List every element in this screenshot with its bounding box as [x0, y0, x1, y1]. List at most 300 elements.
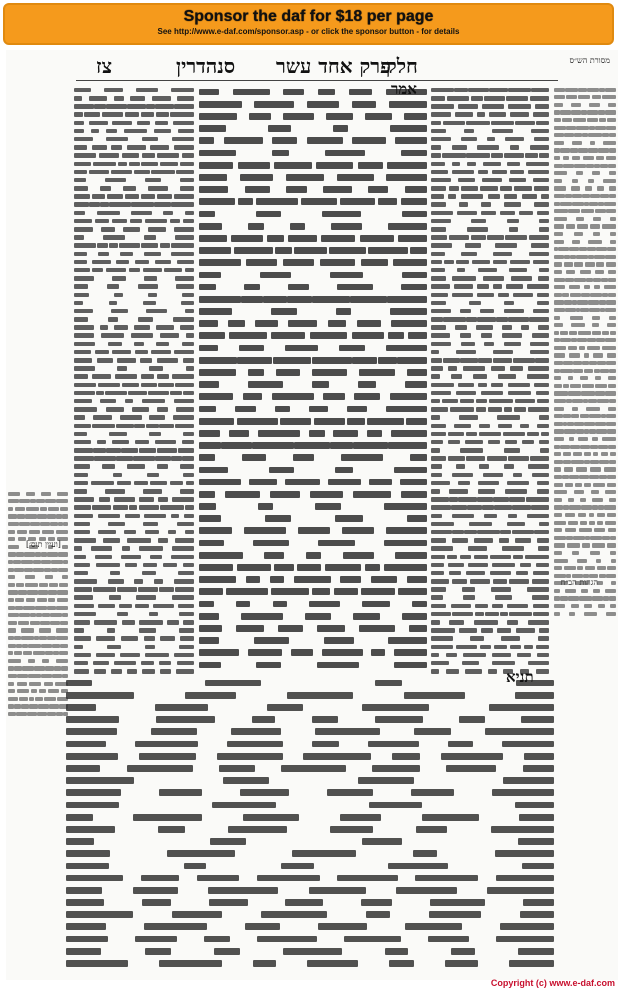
word-block: [184, 514, 194, 519]
word-block: [481, 333, 492, 338]
word-block: [479, 424, 490, 429]
word-block: [571, 414, 579, 418]
word-block: [358, 381, 375, 388]
word-block: [159, 789, 201, 796]
word-block: [554, 262, 562, 266]
word-block: [134, 325, 150, 330]
word-block: [74, 317, 88, 322]
word-block: [182, 440, 194, 445]
word-block: [74, 293, 89, 298]
word-block: [334, 588, 359, 595]
word-block: [56, 628, 68, 632]
word-block: [357, 320, 381, 327]
word-block: [500, 530, 511, 535]
word-block: [93, 587, 116, 592]
word-block: [458, 497, 477, 502]
word-block: [431, 350, 439, 355]
text-line: [74, 233, 194, 241]
word-block: [323, 393, 344, 400]
word-block: [42, 613, 50, 617]
word-block: [173, 121, 194, 126]
word-block: [210, 838, 246, 845]
text-line: [199, 464, 427, 476]
text-line: [8, 551, 68, 559]
word-block: [518, 948, 554, 955]
word-block: [361, 259, 388, 266]
word-block: [112, 121, 132, 126]
word-block: [588, 179, 595, 183]
word-block: [467, 227, 488, 232]
word-block: [577, 338, 587, 342]
word-block: [554, 490, 567, 494]
word-block: [285, 899, 323, 906]
word-block: [431, 137, 451, 142]
text-line: [74, 618, 194, 626]
word-block: [460, 309, 471, 314]
word-block: [492, 604, 503, 609]
word-block: [51, 560, 63, 564]
word-block: [142, 571, 157, 576]
word-block: [539, 268, 549, 273]
word-block: [528, 407, 549, 412]
word-block: [606, 126, 616, 130]
word-block: [583, 156, 594, 160]
word-block: [56, 712, 63, 716]
word-block: [176, 170, 194, 175]
word-block: [609, 133, 616, 137]
word-block: [14, 636, 22, 640]
word-block: [293, 454, 314, 461]
word-block: [8, 606, 15, 610]
word-block: [177, 96, 194, 101]
word-block: [485, 612, 498, 617]
word-block: [431, 432, 446, 437]
word-block: [25, 583, 38, 587]
word-block: [199, 247, 231, 254]
word-block: [74, 260, 87, 265]
word-block: [594, 528, 605, 532]
word-block: [307, 101, 340, 108]
text-line: [554, 101, 616, 109]
word-block: [388, 637, 427, 644]
word-block: [441, 753, 503, 760]
word-block: [584, 604, 593, 608]
word-block: [290, 223, 305, 230]
word-block: [588, 148, 598, 152]
word-block: [522, 863, 554, 870]
word-block: [92, 194, 105, 199]
word-block: [580, 414, 589, 418]
word-block: [60, 621, 68, 625]
word-block: [554, 475, 562, 479]
word-block: [312, 369, 347, 376]
word-block: [241, 296, 263, 303]
word-block: [25, 514, 37, 518]
word-block: [107, 628, 115, 633]
word-block: [186, 481, 194, 486]
word-block: [66, 911, 133, 918]
word-block: [452, 473, 473, 478]
word-block: [431, 260, 442, 265]
word-block: [588, 300, 599, 304]
word-block: [183, 219, 194, 224]
text-line: [431, 86, 549, 94]
word-block: [554, 217, 567, 221]
word-block: [125, 112, 139, 117]
word-block: [387, 296, 427, 303]
text-line: [199, 147, 427, 159]
word-block: [584, 429, 589, 433]
word-block: [573, 452, 581, 456]
word-block: [343, 552, 374, 559]
word-block: [229, 430, 249, 437]
word-block: [483, 276, 504, 281]
text-line: [74, 356, 194, 364]
word-block: [174, 194, 194, 199]
word-block: [565, 513, 575, 517]
word-block: [503, 432, 525, 437]
word-block: [523, 899, 554, 906]
text-line: [431, 585, 549, 593]
text-line: [554, 420, 616, 428]
word-block: [606, 422, 616, 426]
word-block: [267, 704, 303, 711]
word-block: [493, 350, 513, 355]
word-block: [141, 875, 180, 882]
word-block: [588, 255, 594, 259]
word-block: [554, 278, 565, 282]
text-line: [199, 293, 427, 305]
text-line: [74, 192, 194, 200]
text-line: [431, 323, 549, 331]
text-line: [431, 471, 549, 479]
word-block: [452, 538, 468, 543]
word-block: [431, 170, 448, 175]
word-block: [565, 589, 576, 593]
word-block: [478, 268, 497, 273]
word-block: [199, 564, 233, 571]
word-block: [596, 247, 607, 251]
word-block: [554, 498, 562, 502]
word-block: [495, 243, 517, 248]
word-block: [102, 112, 123, 117]
word-block: [597, 186, 604, 190]
text-line: [8, 680, 68, 688]
text-line: [554, 147, 616, 155]
word-block: [199, 649, 239, 656]
word-block: [39, 628, 51, 632]
word-block: [472, 260, 490, 265]
text-line: [431, 364, 549, 372]
word-block: [63, 560, 68, 564]
text-line: [74, 471, 194, 479]
word-block: [160, 243, 170, 248]
word-block: [610, 232, 616, 236]
word-block: [610, 217, 616, 221]
word-block: [371, 649, 385, 656]
word-block: [66, 948, 101, 955]
word-block: [452, 293, 473, 298]
word-block: [570, 148, 578, 152]
word-block: [180, 186, 194, 191]
sponsor-title[interactable]: Sponsor the daf for $18 per page: [183, 8, 434, 25]
word-block: [500, 612, 508, 617]
word-block: [199, 406, 216, 413]
word-block: [48, 689, 59, 693]
word-block: [22, 644, 28, 648]
text-line: [554, 116, 616, 124]
word-block: [393, 259, 427, 266]
word-block: [576, 126, 589, 130]
text-line: [431, 373, 549, 381]
word-block: [240, 789, 290, 796]
word-block: [517, 653, 531, 658]
text-line: [431, 618, 549, 626]
text-line: [554, 215, 616, 223]
word-block: [605, 391, 616, 395]
word-block: [527, 514, 549, 519]
word-block: [609, 194, 616, 198]
word-block: [108, 317, 118, 322]
word-block: [74, 464, 90, 469]
word-block: [507, 620, 518, 625]
word-block: [131, 202, 153, 207]
word-block: [572, 551, 579, 555]
word-block: [74, 374, 88, 379]
word-block: [533, 309, 549, 314]
word-block: [576, 467, 587, 471]
word-block: [135, 350, 148, 355]
word-block: [44, 682, 53, 686]
word-block: [125, 194, 139, 199]
word-block: [74, 473, 88, 478]
word-block: [312, 716, 338, 723]
word-block: [478, 358, 492, 363]
word-block: [431, 112, 451, 117]
word-block: [522, 440, 534, 445]
word-block: [176, 407, 194, 412]
word-block: [74, 645, 83, 650]
word-block: [509, 227, 518, 232]
text-line: [554, 344, 616, 352]
word-block: [199, 125, 226, 132]
word-block: [554, 353, 565, 357]
word-block: [174, 145, 194, 150]
word-block: [228, 320, 245, 327]
word-block: [309, 601, 340, 608]
word-block: [516, 571, 528, 576]
text-line: [74, 340, 194, 348]
word-block: [448, 194, 456, 199]
sponsor-subtitle[interactable]: See http://www.e-daf.com/sponsor.asp - or click the sponsor button - for details: [157, 27, 460, 36]
word-block: [574, 262, 583, 266]
copyright-footer[interactable]: Copyright (c) www.e-daf.com: [490, 978, 615, 988]
word-block: [96, 636, 115, 641]
word-block: [554, 338, 560, 342]
word-block: [554, 141, 564, 145]
word-block: [606, 612, 616, 616]
word-block: [582, 543, 590, 547]
word-block: [568, 346, 576, 350]
word-block: [57, 492, 68, 496]
word-block: [14, 568, 24, 572]
word-block: [175, 538, 194, 543]
word-block: [471, 96, 483, 101]
word-block: [569, 353, 581, 357]
word-block: [554, 255, 564, 259]
word-block: [124, 530, 136, 535]
word-block: [112, 219, 127, 224]
word-block: [572, 202, 584, 206]
word-block: [491, 366, 505, 371]
word-block: [57, 598, 68, 602]
text-line: [199, 159, 427, 171]
word-block: [112, 440, 128, 445]
word-block: [493, 579, 507, 584]
text-line: [431, 307, 549, 315]
text-line: [199, 281, 427, 293]
word-block: [141, 383, 157, 388]
word-block: [560, 148, 570, 152]
text-line: [199, 135, 427, 147]
text-line: [74, 520, 194, 528]
word-block: [554, 612, 560, 616]
text-line: [8, 558, 68, 566]
word-block: [301, 198, 337, 205]
word-block: [526, 162, 549, 167]
word-block: [181, 301, 194, 306]
word-block: [554, 505, 563, 509]
word-block: [554, 445, 560, 449]
word-block: [384, 564, 427, 571]
word-block: [62, 575, 68, 579]
word-block: [150, 145, 169, 150]
word-block: [536, 121, 549, 126]
word-block: [554, 95, 565, 99]
word-block: [581, 209, 594, 213]
word-block: [605, 110, 616, 114]
word-block: [480, 309, 494, 314]
word-block: [66, 838, 94, 845]
word-block: [375, 680, 403, 687]
text-line: [431, 635, 549, 643]
word-block: [572, 194, 583, 198]
word-block: [431, 555, 444, 560]
word-block: [563, 505, 568, 509]
word-block: [568, 376, 573, 380]
text-line: [74, 463, 194, 471]
word-block: [554, 316, 560, 320]
word-block: [554, 414, 563, 418]
word-block: [47, 606, 56, 610]
word-block: [571, 604, 579, 608]
word-block: [431, 424, 446, 429]
word-block: [248, 223, 264, 230]
text-line: [199, 366, 427, 378]
word-block: [337, 875, 398, 882]
word-block: [183, 432, 194, 437]
word-block: [565, 88, 578, 92]
word-block: [505, 137, 523, 142]
word-block: [554, 604, 565, 608]
word-block: [97, 243, 108, 248]
text-line: [431, 545, 549, 553]
text-line: [199, 647, 427, 659]
bottom-left-note: [ועיין תוס׳]: [26, 540, 61, 549]
word-block: [482, 178, 502, 183]
word-block: [502, 741, 554, 748]
word-block: [177, 260, 194, 265]
word-block: [520, 563, 532, 568]
text-line: [431, 528, 549, 536]
word-block: [315, 503, 341, 510]
word-block: [320, 259, 355, 266]
word-block: [443, 317, 465, 322]
word-block: [174, 579, 194, 584]
word-block: [512, 530, 534, 535]
word-block: [595, 270, 604, 274]
word-block: [141, 243, 159, 248]
word-block: [569, 612, 576, 616]
text-line: [199, 354, 427, 366]
word-block: [331, 223, 362, 230]
word-block: [591, 490, 599, 494]
word-block: [199, 540, 224, 547]
text-line: [554, 261, 616, 269]
word-block: [122, 153, 140, 158]
word-block: [458, 481, 470, 486]
word-block: [534, 186, 549, 191]
word-block: [431, 669, 439, 674]
word-block: [478, 170, 488, 175]
text-line: [74, 299, 194, 307]
text-line: [431, 626, 549, 634]
word-block: [133, 456, 155, 461]
word-block: [607, 118, 616, 122]
word-block: [500, 186, 512, 191]
word-block: [431, 497, 449, 502]
word-block: [457, 211, 478, 216]
word-block: [537, 424, 549, 429]
text-line: [199, 476, 427, 488]
word-block: [274, 564, 293, 571]
word-block: [412, 601, 427, 608]
word-block: [160, 333, 179, 338]
word-block: [578, 513, 587, 517]
word-block: [536, 391, 549, 396]
word-block: [528, 661, 549, 666]
word-block: [8, 682, 14, 686]
text-line: [74, 323, 194, 331]
word-block: [117, 358, 136, 363]
word-block: [287, 692, 354, 699]
word-block: [594, 285, 599, 289]
word-block: [467, 505, 483, 510]
word-block: [525, 555, 549, 560]
sponsor-banner[interactable]: [3, 3, 614, 45]
word-block: [263, 296, 287, 303]
word-block: [182, 293, 194, 298]
word-block: [66, 863, 109, 870]
word-block: [595, 376, 601, 380]
word-block: [513, 358, 535, 363]
word-block: [571, 460, 584, 464]
word-block: [242, 454, 265, 461]
word-block: [477, 530, 500, 535]
word-block: [180, 325, 194, 330]
text-line: [74, 561, 194, 569]
word-block: [554, 110, 560, 114]
